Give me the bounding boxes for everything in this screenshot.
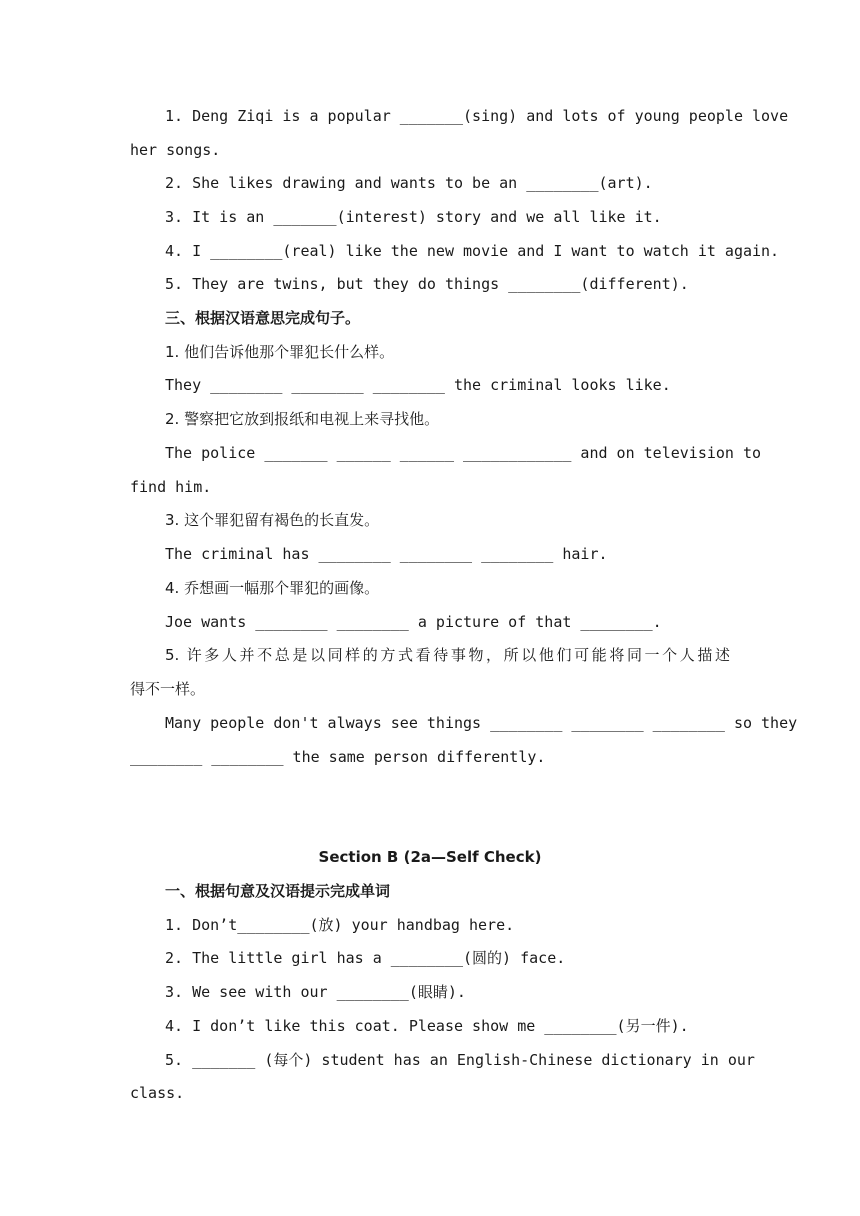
translate-item-5-english-line-1: Many people don't always see things ________ ________ ________ so they [165, 714, 798, 732]
exercise-a-item-1-line-1: 1. Deng Ziqi is a popular _______(sing) and lots of young people love [165, 107, 789, 125]
exercise-a-item-1-line-2: her songs. [130, 141, 221, 159]
exercise-a-item-5: 5. They are twins, but they do things ________(different). [165, 275, 689, 293]
section-b-item-2: 2. The little girl has a ________(圆的) face. [165, 949, 566, 967]
translate-item-2-chinese: 2. 警察把它放到报纸和电视上来寻找他。 [165, 410, 440, 428]
translate-item-5-chinese-line-1: 5. 许多人并不总是以同样的方式看待事物，所以他们可能将同一个人描述 [165, 646, 730, 664]
translate-item-4-chinese: 4. 乔想画一幅那个罪犯的画像。 [165, 579, 380, 597]
section-b-item-1: 1. Don’t________(放) your handbag here. [165, 916, 515, 934]
section-three-heading: 三、根据汉语意思完成句子。 [165, 309, 361, 327]
exercise-a-item-3: 3. It is an _______(interest) story and we all like it. [165, 208, 662, 226]
translate-item-2-english-line-2: find him. [130, 478, 212, 496]
translate-item-3-chinese: 3. 这个罪犯留有褐色的长直发。 [165, 511, 380, 529]
section-b-heading: 一、根据句意及汉语提示完成单词 [165, 882, 391, 900]
section-b-item-5-line-2: class. [130, 1084, 185, 1102]
translate-item-1-chinese: 1. 他们告诉他那个罪犯长什么样。 [165, 343, 395, 361]
translate-item-4-english: Joe wants ________ ________ a picture of that ________. [165, 613, 662, 631]
section-b-item-5-line-1: 5. _______ (每个) student has an English-Chinese dictionary in our [165, 1051, 755, 1069]
exercise-a-item-4: 4. I ________(real) like the new movie and I want to watch it again. [165, 242, 780, 260]
section-b-title: Section B (2a—Self Check) [318, 848, 542, 866]
translate-item-2-english-line-1: The police _______ ______ ______ ____________ and on television to [165, 444, 762, 462]
section-b-item-4: 4. I don’t like this coat. Please show me ________(另一件). [165, 1017, 689, 1035]
translate-item-5-chinese-line-2: 得不一样。 [130, 680, 206, 698]
translate-item-1-english: They ________ ________ ________ the criminal looks like. [165, 376, 671, 394]
exercise-a-item-2: 2. She likes drawing and wants to be an ________(art). [165, 174, 653, 192]
translate-item-5-english-line-2: ________ ________ the same person differently. [130, 748, 546, 766]
translate-item-3-english: The criminal has ________ ________ ________ hair. [165, 545, 608, 563]
section-b-item-3: 3. We see with our ________(眼睛). [165, 983, 466, 1001]
